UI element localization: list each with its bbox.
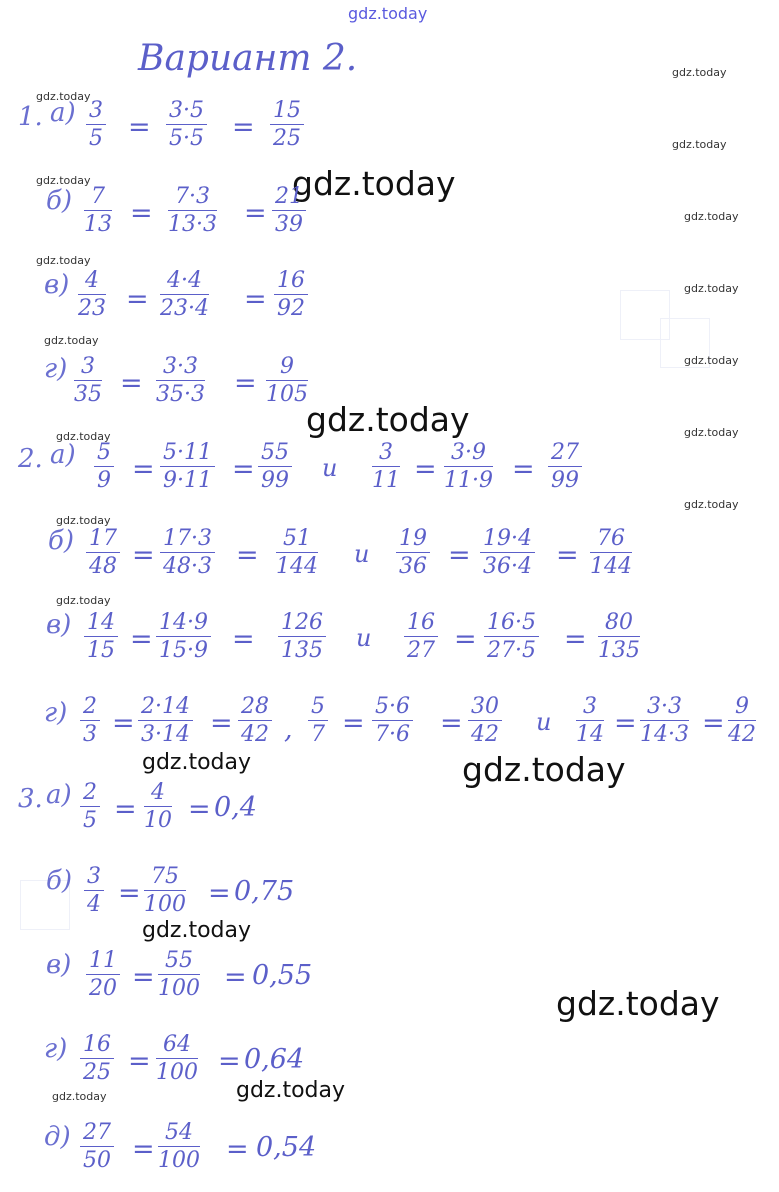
watermark: gdz.today bbox=[672, 66, 727, 79]
fraction: 30 42 bbox=[468, 696, 502, 746]
watermark: gdz.today bbox=[56, 594, 111, 607]
item-label: г) bbox=[44, 354, 68, 384]
fraction: 3·9 11·9 bbox=[444, 440, 493, 493]
fraction: 5·6 7·6 bbox=[372, 696, 413, 746]
fraction: 4 10 bbox=[144, 780, 172, 833]
watermark: gdz.today bbox=[142, 918, 252, 943]
equals-sign: = bbox=[132, 962, 155, 993]
equals-sign: = bbox=[414, 454, 437, 485]
equals-sign: = bbox=[130, 624, 153, 655]
item-label: в) bbox=[44, 270, 70, 300]
equals-sign: = bbox=[210, 708, 233, 739]
decimal-value: 0,54 bbox=[256, 1132, 317, 1163]
equals-sign: = bbox=[244, 198, 267, 229]
fraction: 19 36 bbox=[396, 528, 430, 578]
fraction: 2 5 bbox=[80, 782, 100, 832]
fraction: 80 135 bbox=[598, 610, 640, 663]
conjunction: и bbox=[536, 708, 552, 736]
watermark: gdz.today bbox=[142, 750, 252, 775]
fraction: 3·3 14·3 bbox=[640, 694, 689, 747]
equals-sign: = bbox=[342, 708, 365, 739]
task-number: 1. bbox=[18, 102, 43, 132]
denominator: 5 bbox=[89, 126, 103, 151]
watermark: gdz.today bbox=[36, 90, 91, 103]
fraction: 16 92 bbox=[274, 270, 308, 320]
fraction: 3·5 5·5 bbox=[166, 100, 207, 150]
equals-sign: = bbox=[130, 198, 153, 229]
numerator: 3 bbox=[86, 100, 106, 125]
decimal-value: 0,64 bbox=[244, 1044, 305, 1075]
watermark: gdz.today bbox=[684, 354, 739, 367]
page-title: Вариант 2. bbox=[138, 38, 358, 79]
fraction: 14 15 bbox=[84, 612, 118, 662]
equals-sign: = bbox=[236, 540, 259, 571]
fraction: 55 100 bbox=[158, 948, 200, 1001]
item-label: в) bbox=[46, 950, 72, 980]
item-label: б) bbox=[46, 866, 73, 896]
equals-sign: = bbox=[128, 112, 151, 143]
equals-sign: = bbox=[232, 624, 255, 655]
fraction bbox=[86, 100, 106, 150]
task-number: 3. bbox=[18, 784, 43, 814]
equals-sign: = bbox=[454, 624, 477, 655]
fraction: 126 135 bbox=[278, 612, 326, 662]
decimal-value: 0,4 bbox=[214, 792, 257, 823]
equals-sign: = bbox=[614, 708, 637, 739]
equals-sign: = bbox=[234, 368, 257, 399]
equals-sign: = bbox=[208, 878, 231, 909]
conjunction: и bbox=[322, 454, 338, 482]
equals-sign: = bbox=[244, 284, 267, 315]
decimal-value: 0,55 bbox=[252, 960, 313, 991]
equals-sign: = bbox=[512, 454, 535, 485]
watermark: gdz.today bbox=[684, 498, 739, 511]
watermark: gdz.today bbox=[44, 334, 99, 347]
equals-sign: = bbox=[132, 1134, 155, 1165]
fraction: 75 100 bbox=[144, 864, 186, 917]
fraction: 16 27 bbox=[404, 612, 438, 662]
fraction: 3·3 35·3 bbox=[156, 354, 205, 407]
watermark: gdz.today bbox=[292, 164, 456, 203]
equals-sign: = bbox=[132, 540, 155, 571]
comma: , bbox=[284, 714, 293, 745]
equals-sign: = bbox=[218, 1046, 241, 1077]
conjunction: и bbox=[354, 540, 370, 568]
watermark: gdz.today bbox=[56, 514, 111, 527]
equals-sign: = bbox=[132, 454, 155, 485]
fraction: 17·3 48·3 bbox=[160, 528, 215, 578]
equals-sign: = bbox=[128, 1046, 151, 1077]
equals-sign: = bbox=[188, 794, 211, 825]
watermark: gdz.today bbox=[462, 750, 626, 789]
fraction: 5 9 bbox=[94, 442, 114, 492]
fraction: 3 35 bbox=[74, 354, 102, 407]
fraction: 16·5 27·5 bbox=[484, 612, 539, 662]
fraction: 15 25 bbox=[270, 100, 304, 150]
item-label: б) bbox=[46, 186, 73, 216]
fraction: 3 4 bbox=[84, 866, 104, 916]
fraction: 64 100 bbox=[156, 1032, 198, 1085]
watermark: gdz.today bbox=[36, 174, 91, 187]
equals-sign: = bbox=[702, 708, 725, 739]
equals-sign: = bbox=[112, 708, 135, 739]
fraction: 5 7 bbox=[308, 696, 328, 746]
fraction: 7 13 bbox=[84, 184, 112, 237]
fraction: 9 105 bbox=[266, 354, 308, 407]
fraction: 4·4 23·4 bbox=[160, 268, 209, 321]
equals-sign: = bbox=[126, 284, 149, 315]
watermark: gdz.today bbox=[236, 1078, 346, 1103]
fraction: 28 42 bbox=[238, 696, 272, 746]
fraction: 19·4 36·4 bbox=[480, 528, 535, 578]
fraction: 27 50 bbox=[80, 1122, 114, 1172]
equals-sign: = bbox=[440, 708, 463, 739]
watermark: gdz.today bbox=[36, 254, 91, 267]
item-label: а) bbox=[46, 780, 72, 810]
decimal-value: 0,75 bbox=[234, 876, 295, 907]
fraction: 3 11 bbox=[372, 440, 400, 493]
equals-sign: = bbox=[564, 624, 587, 655]
equals-sign: = bbox=[224, 962, 247, 993]
fraction: 76 144 bbox=[590, 526, 632, 579]
watermark: gdz.today bbox=[672, 138, 727, 151]
fraction: 17 48 bbox=[86, 528, 120, 578]
item-label: г) bbox=[44, 1034, 68, 1064]
item-label: а) bbox=[50, 440, 76, 470]
item-label: б) bbox=[48, 526, 75, 556]
fraction: 27 99 bbox=[548, 442, 582, 492]
item-label: г) bbox=[44, 698, 68, 728]
fraction: 4 23 bbox=[78, 268, 106, 321]
equals-sign: = bbox=[118, 878, 141, 909]
equals-sign: = bbox=[114, 794, 137, 825]
task-number: 2. bbox=[18, 444, 43, 474]
equals-sign: = bbox=[232, 454, 255, 485]
watermark: gdz.today bbox=[684, 426, 739, 439]
equals-sign: = bbox=[448, 540, 471, 571]
watermark: gdz.today bbox=[684, 282, 739, 295]
fraction: 21 39 bbox=[272, 186, 306, 236]
item-label: д) bbox=[44, 1122, 71, 1152]
fraction: 14·9 15·9 bbox=[156, 612, 211, 662]
fraction: 7·3 13·3 bbox=[168, 184, 217, 237]
fraction: 2·14 3·14 bbox=[138, 696, 193, 746]
item-label: в) bbox=[46, 610, 72, 640]
conjunction: и bbox=[356, 624, 372, 652]
watermark: gdz.today bbox=[684, 210, 739, 223]
equals-sign: = bbox=[556, 540, 579, 571]
fraction: 9 42 bbox=[728, 694, 756, 747]
watermark: gdz.today bbox=[556, 984, 720, 1023]
fraction: 2 3 bbox=[80, 696, 100, 746]
fraction: 54 100 bbox=[158, 1120, 200, 1173]
equals-sign: = bbox=[232, 112, 255, 143]
fraction: 3 14 bbox=[576, 694, 604, 747]
fraction: 5·11 9·11 bbox=[160, 442, 215, 492]
equals-sign: = bbox=[120, 368, 143, 399]
equals-sign: = bbox=[226, 1134, 249, 1165]
fraction: 51 144 bbox=[276, 526, 318, 579]
watermark: gdz.today bbox=[52, 1090, 107, 1103]
item-label: а) bbox=[50, 98, 76, 128]
fraction: 11 20 bbox=[86, 950, 120, 1000]
fraction: 16 25 bbox=[80, 1034, 114, 1084]
watermark: gdz.today bbox=[56, 430, 111, 443]
watermark: gdz.today bbox=[306, 400, 470, 439]
top-watermark: gdz.today bbox=[348, 4, 428, 23]
fraction: 55 99 bbox=[258, 442, 292, 492]
